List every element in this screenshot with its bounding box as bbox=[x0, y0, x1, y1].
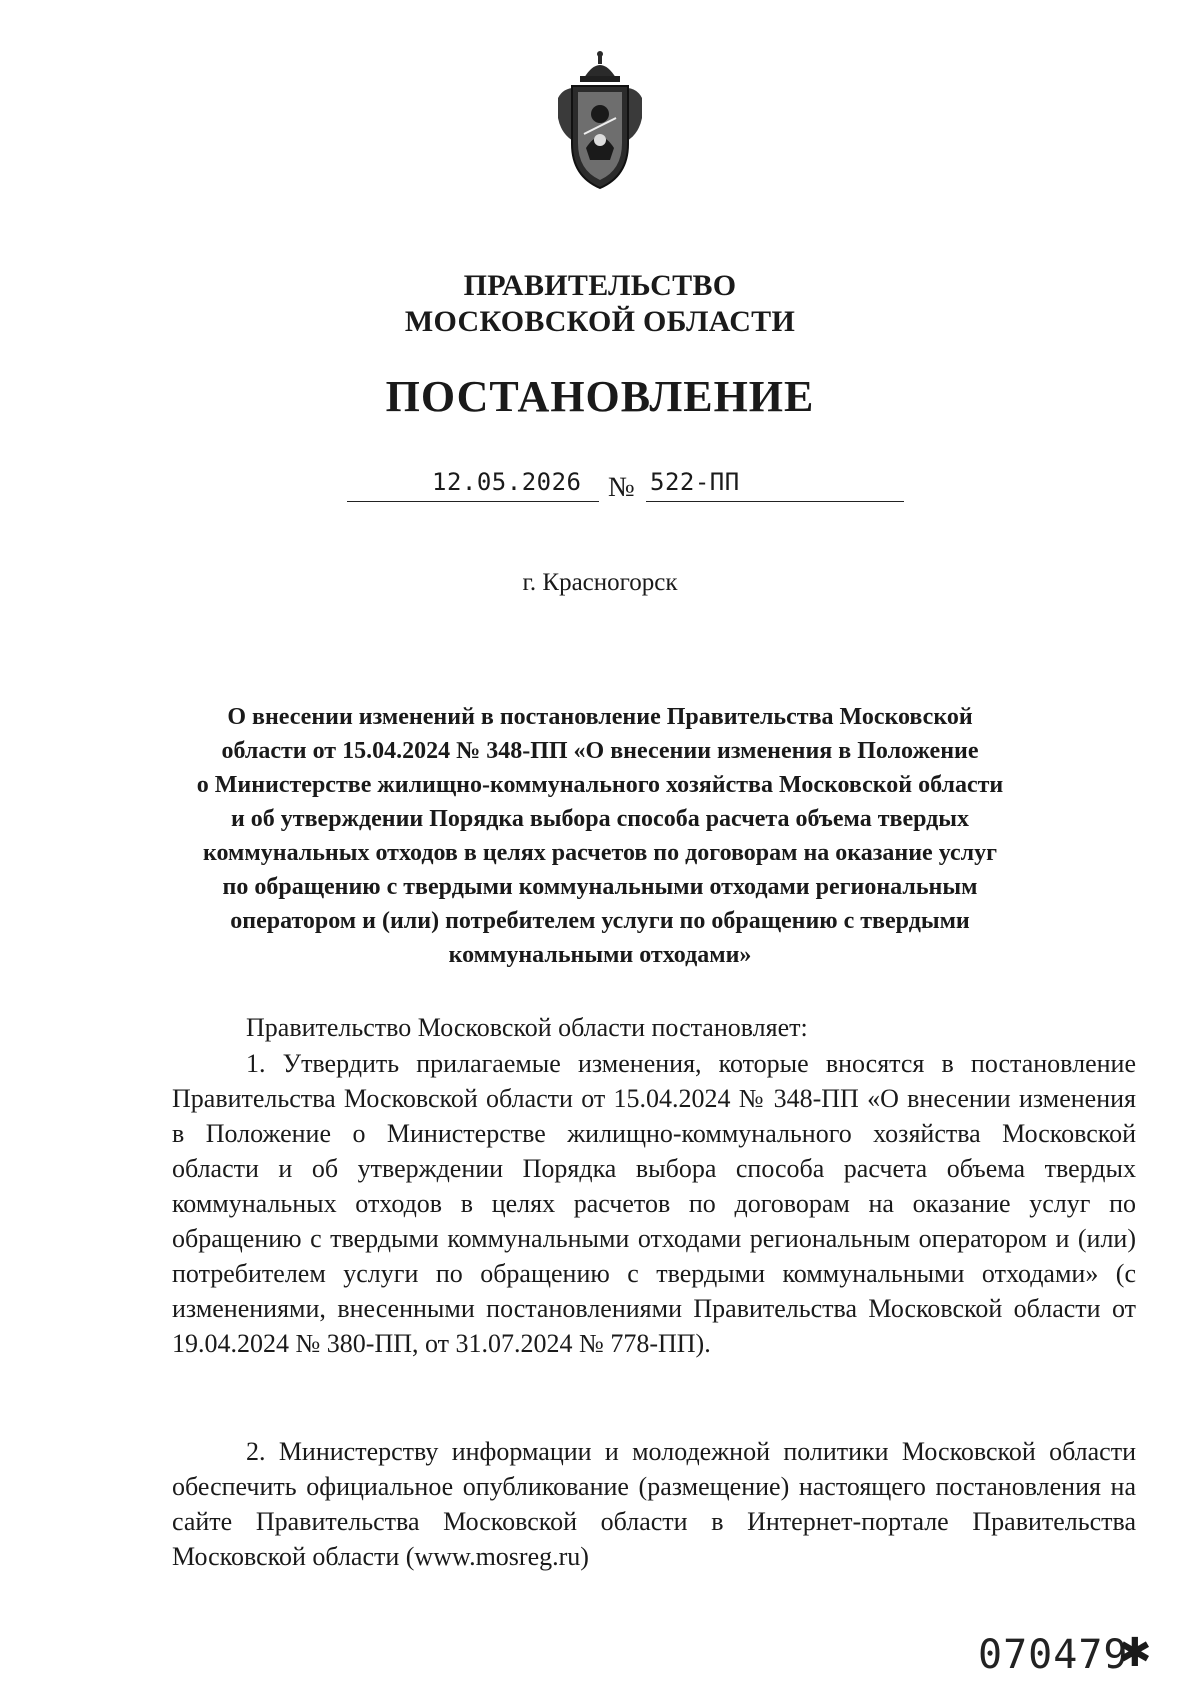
stamp-asterisk-icon: ✱ bbox=[1118, 1630, 1152, 1676]
title-line: О внесении изменений в постановление Правительства Московской bbox=[227, 704, 973, 730]
title-line: коммунальными отходами» bbox=[448, 942, 752, 968]
body-paragraph-1: 1. Утвердить прилагаемые изменения, которые вносятся в постановление Правительства Московской области от 15.04.2024 № 348-ПП «О внесении изменения в Положение о Министерстве жилищно-коммунального хозяйства Московской области и об утверждении Порядка выбора способа расчета объема твердых коммунальных отходов в целях расчетов по договорам на оказание услуг по обращению с твердыми коммунальными отходами региональным оператором и (или) потребителем услуги по обращению с твердыми коммунальными отходами» (с изменениями, внесенными постановлениями Правительства Московской области от 19.04.2024 № 380-ПП, от 31.07.2024 № 778-ПП). bbox=[172, 1049, 1136, 1358]
date-number-row bbox=[0, 462, 1200, 502]
document-type-title: ПОСТАНОВЛЕНИЕ bbox=[385, 372, 815, 421]
coat-of-arms-icon bbox=[554, 48, 646, 194]
issue-city: г. Красногорск bbox=[522, 569, 678, 596]
number-underline bbox=[646, 501, 904, 502]
document-number: 522-ПП bbox=[650, 468, 740, 496]
title-line: оператором и (или) потребителем услуги по обращению с твердыми bbox=[230, 908, 970, 934]
body-intro: Правительство Московской области постановляет: bbox=[246, 1013, 808, 1042]
title-line: о Министерстве жилищно-коммунального хозяйства Московской области bbox=[196, 772, 1004, 798]
title-line: области от 15.04.2024 № 348-ПП «О внесении изменения в Положение bbox=[221, 738, 979, 764]
date-underline bbox=[347, 501, 599, 502]
title-line: по обращению с твердыми коммунальными отходами региональным bbox=[222, 874, 978, 900]
government-name-line2: МОСКОВСКОЙ ОБЛАСТИ bbox=[404, 305, 796, 338]
title-line: коммунальных отходов в целях расчетов по договорам на оказание услуг bbox=[202, 840, 997, 866]
title-line: и об утверждении Порядка выбора способа расчета объема твердых bbox=[230, 806, 970, 832]
number-sign: № bbox=[608, 472, 635, 503]
body-paragraph-2: 2. Министерству информации и молодежной политики Московской области обеспечить официальное опубликование (размещение) настоящего постановления на сайте Правительства Московской области в Интернет-портале Правительства Московской области (www.mosreg.ru) bbox=[172, 1437, 1136, 1571]
resolution-title bbox=[180, 700, 1020, 972]
page-stamp-number: 070479 bbox=[978, 1632, 1129, 1678]
document-date: 12.05.2026 bbox=[432, 468, 582, 496]
government-name-line1: ПРАВИТЕЛЬСТВО bbox=[463, 269, 737, 302]
